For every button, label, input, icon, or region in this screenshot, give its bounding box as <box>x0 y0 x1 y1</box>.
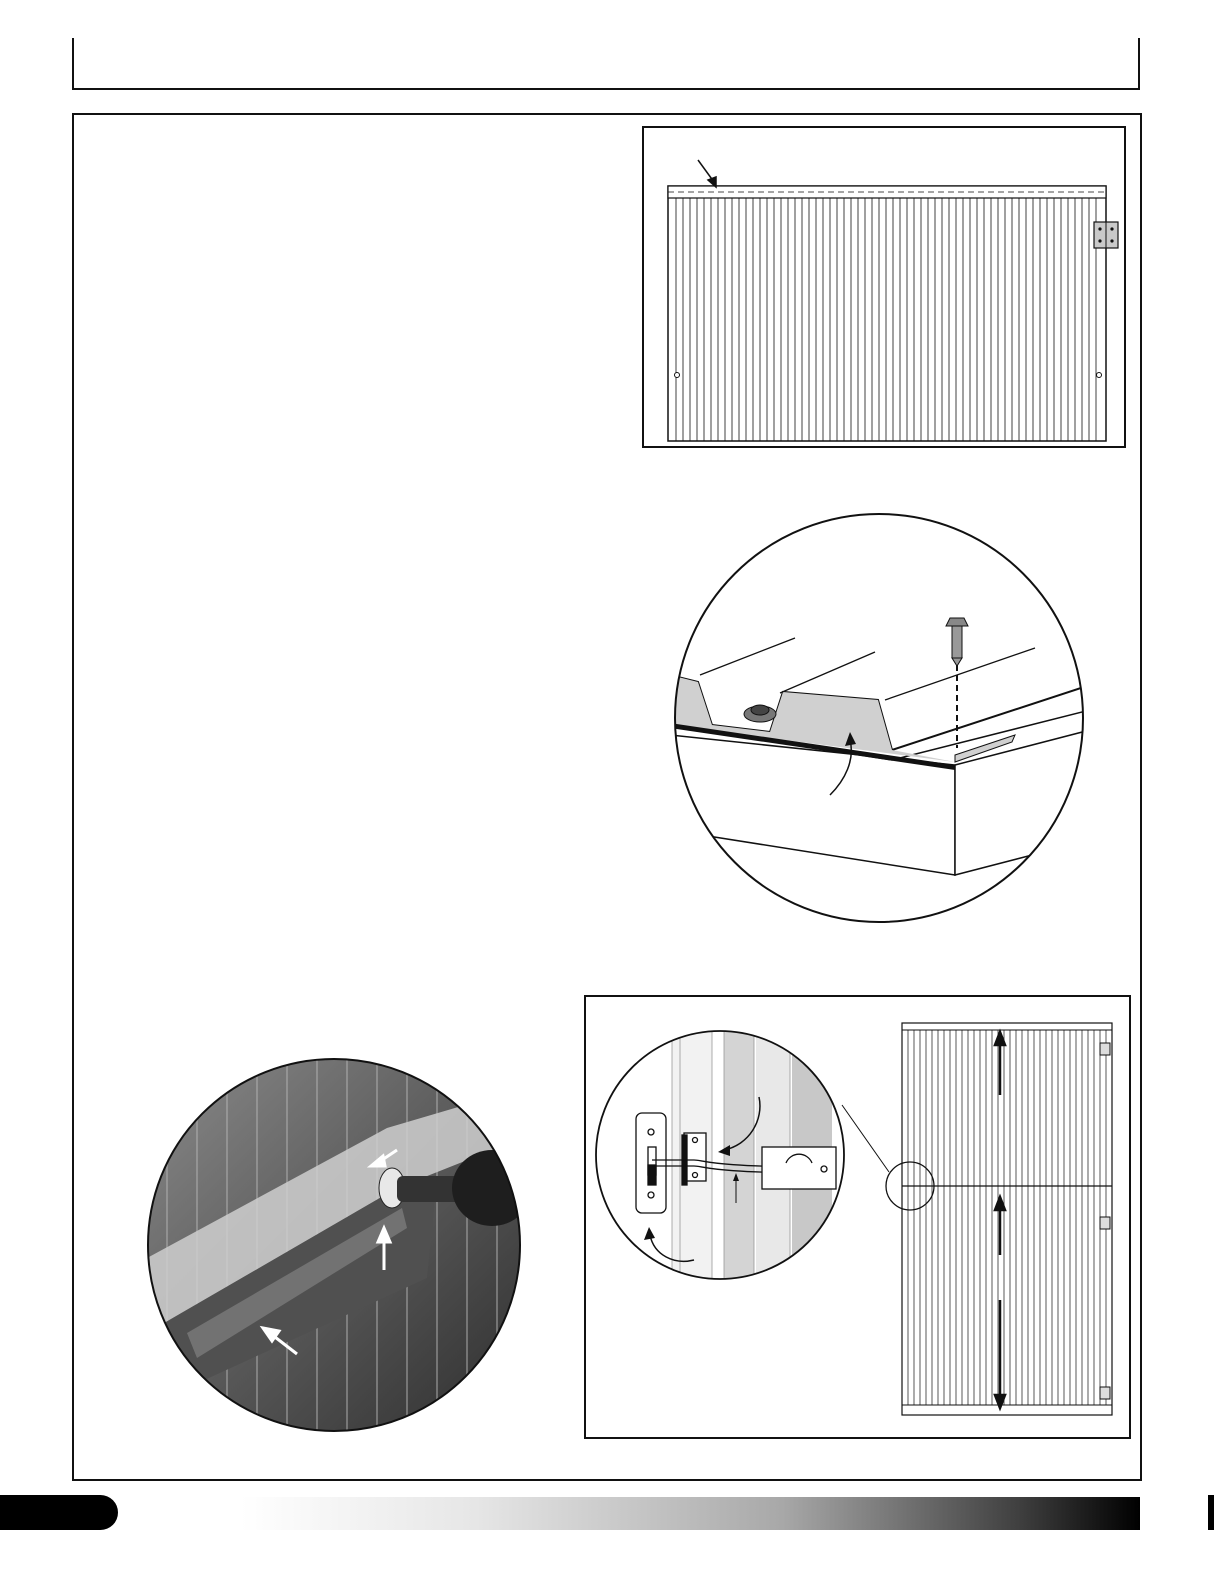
footer-gradient-bar <box>118 1497 1140 1530</box>
page-header-box <box>72 38 1140 90</box>
hinge-icon <box>1094 222 1118 248</box>
door-latch-figure <box>584 995 1131 1439</box>
footer-page-tab <box>0 1495 118 1530</box>
footer-edge-mark <box>1208 1495 1214 1530</box>
corrugated-panel <box>668 186 1106 441</box>
drill-photo-figure <box>147 1058 523 1434</box>
panel-figure <box>642 126 1126 448</box>
screw-detail-figure <box>670 510 1090 930</box>
arrow-icon <box>698 160 716 187</box>
corrugated-door <box>902 1023 1112 1415</box>
